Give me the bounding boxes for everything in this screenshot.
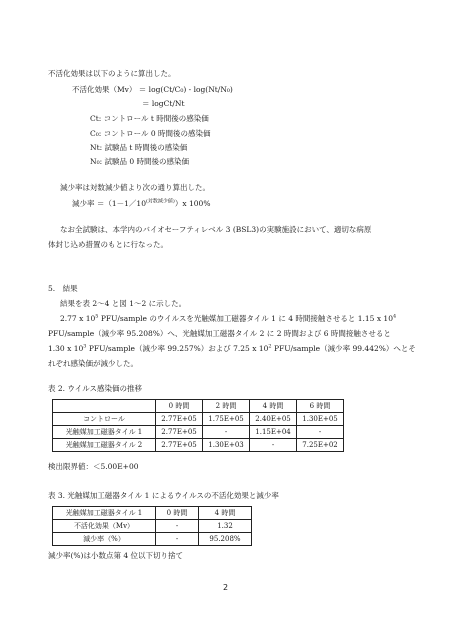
table2-cell: - (297, 426, 344, 439)
results-exponent: 4 (392, 313, 397, 320)
page-number: 2 (223, 583, 229, 592)
results-line (60, 314, 396, 324)
table2-header-cell: 0 時間 (156, 400, 203, 413)
bsl3-note: なお全試験は、本学内のバイオセーフティレベル 3 (BSL3)の実験施設において、適切な病原 (60, 225, 372, 234)
table-row (53, 426, 344, 439)
results-line: PFU/sample（減少率 95.208%）へ、光触媒加工磁器タイル 2 に 2 時間および 6 時間接触させると (48, 329, 391, 338)
def-n0: N₀: 試験品 0 時間後の感染価 (90, 157, 190, 166)
reduction-formula (72, 199, 210, 209)
results-exponent: 5 (95, 313, 99, 320)
table3 (52, 506, 252, 546)
mv-formula-simplified: ＝ logCt/Nt (142, 99, 185, 108)
reduction-formula-tail: ）x 100% (174, 199, 211, 208)
bsl3-note-cont: 体封じ込め措置のもとに行なった。 (48, 240, 168, 249)
table2-footnote: 検出限界値：＜5.00E+00 (48, 462, 139, 471)
results-line (48, 344, 416, 354)
table2-cell: 2.77E+05 (156, 426, 203, 439)
table2-header-cell (53, 400, 156, 413)
table-row (53, 439, 344, 452)
table2-cell: 2.77E+05 (156, 439, 203, 452)
table3-header-row (53, 507, 252, 520)
table-row (53, 520, 252, 533)
table2-header-cell: 2 時間 (203, 400, 250, 413)
mv-formula: 不活化効果（Mv） ＝ log(Ct/C₀) - log(Nt/N₀) (72, 85, 233, 94)
table3-cell: 95.208% (199, 533, 252, 546)
reduction-formula-head: 減少率 ＝（1－1／10 (72, 199, 146, 208)
table2-header-row (53, 400, 344, 413)
table2-cell: 2.40E+05 (250, 413, 297, 426)
table2-cell: - (203, 426, 250, 439)
table2 (52, 399, 344, 452)
table2-header-cell: 4 時間 (250, 400, 297, 413)
results-text: PFU/sample のウイルスを光触媒加工磁器タイル 1 に 4 時間接触させると 1.15 x 10 (98, 314, 393, 323)
results-text: PFU/sample（減少率 99.257%）および 7.25 x 10 (86, 344, 269, 353)
table2-cell: - (250, 439, 297, 452)
table3-footnote: 減少率(%)は小数点第 4 位以下切り捨て (48, 551, 184, 560)
table2-cell: コントロール (53, 413, 156, 426)
table2-cell: 1.15E+04 (250, 426, 297, 439)
table2-cell: 1.30E+05 (297, 413, 344, 426)
table3-cell: - (156, 520, 199, 533)
intro-text: 不活化効果は以下のように算出した。 (48, 69, 176, 78)
def-ct: Ct: コントロール t 時間後の感染価 (90, 114, 209, 123)
table2-cell: 光触媒加工磁器タイル 2 (53, 439, 156, 452)
results-line: れぞれ感染価が減少した。 (48, 359, 138, 368)
reduction-formula-exponent: (対数減少値) (145, 198, 175, 205)
table3-cell: - (156, 533, 199, 546)
results-heading: 5. 結果 (48, 284, 78, 293)
results-text: PFU/sample（減少率 99.442%）へとそ (271, 344, 416, 353)
results-exponent: 2 (268, 343, 272, 350)
table2-header-cell: 6 時間 (297, 400, 344, 413)
results-text: 2.77 x 10 (60, 314, 96, 323)
table3-header-cell: 光触媒加工磁器タイル 1 (53, 507, 156, 520)
table3-cell: 減少率（%） (53, 533, 156, 546)
table3-header-cell: 4 時間 (199, 507, 252, 520)
table3-cell: 1.32 (199, 520, 252, 533)
table2-cell: 1.30E+03 (203, 439, 250, 452)
table3-header-cell: 0 時間 (156, 507, 199, 520)
table2-cell: 1.75E+05 (203, 413, 250, 426)
results-line: 結果を表 2～4 と図 1～2 に示した。 (60, 299, 187, 308)
table3-caption: 表 3. 光触媒加工磁器タイル 1 によるウイルスの不活化効果と減少率 (48, 491, 279, 500)
results-exponent: 3 (83, 343, 87, 350)
table2-cell: 7.25E+02 (297, 439, 344, 452)
table-row (53, 413, 344, 426)
table2-cell: 2.77E+05 (156, 413, 203, 426)
results-text: 1.30 x 10 (48, 344, 84, 353)
table-row (53, 533, 252, 546)
table2-cell: 光触媒加工磁器タイル 1 (53, 426, 156, 439)
table3-cell: 不活化効果（Mv） (53, 520, 156, 533)
reduction-intro: 減少率は対数減少値より次の通り算出した。 (60, 183, 210, 192)
table2-caption: 表 2. ウイルス感染価の推移 (48, 384, 142, 393)
def-nt: Nt: 試験品 t 時間後の感染価 (90, 143, 188, 152)
def-c0: C₀: コントロール 0 時間後の感染価 (90, 129, 211, 138)
